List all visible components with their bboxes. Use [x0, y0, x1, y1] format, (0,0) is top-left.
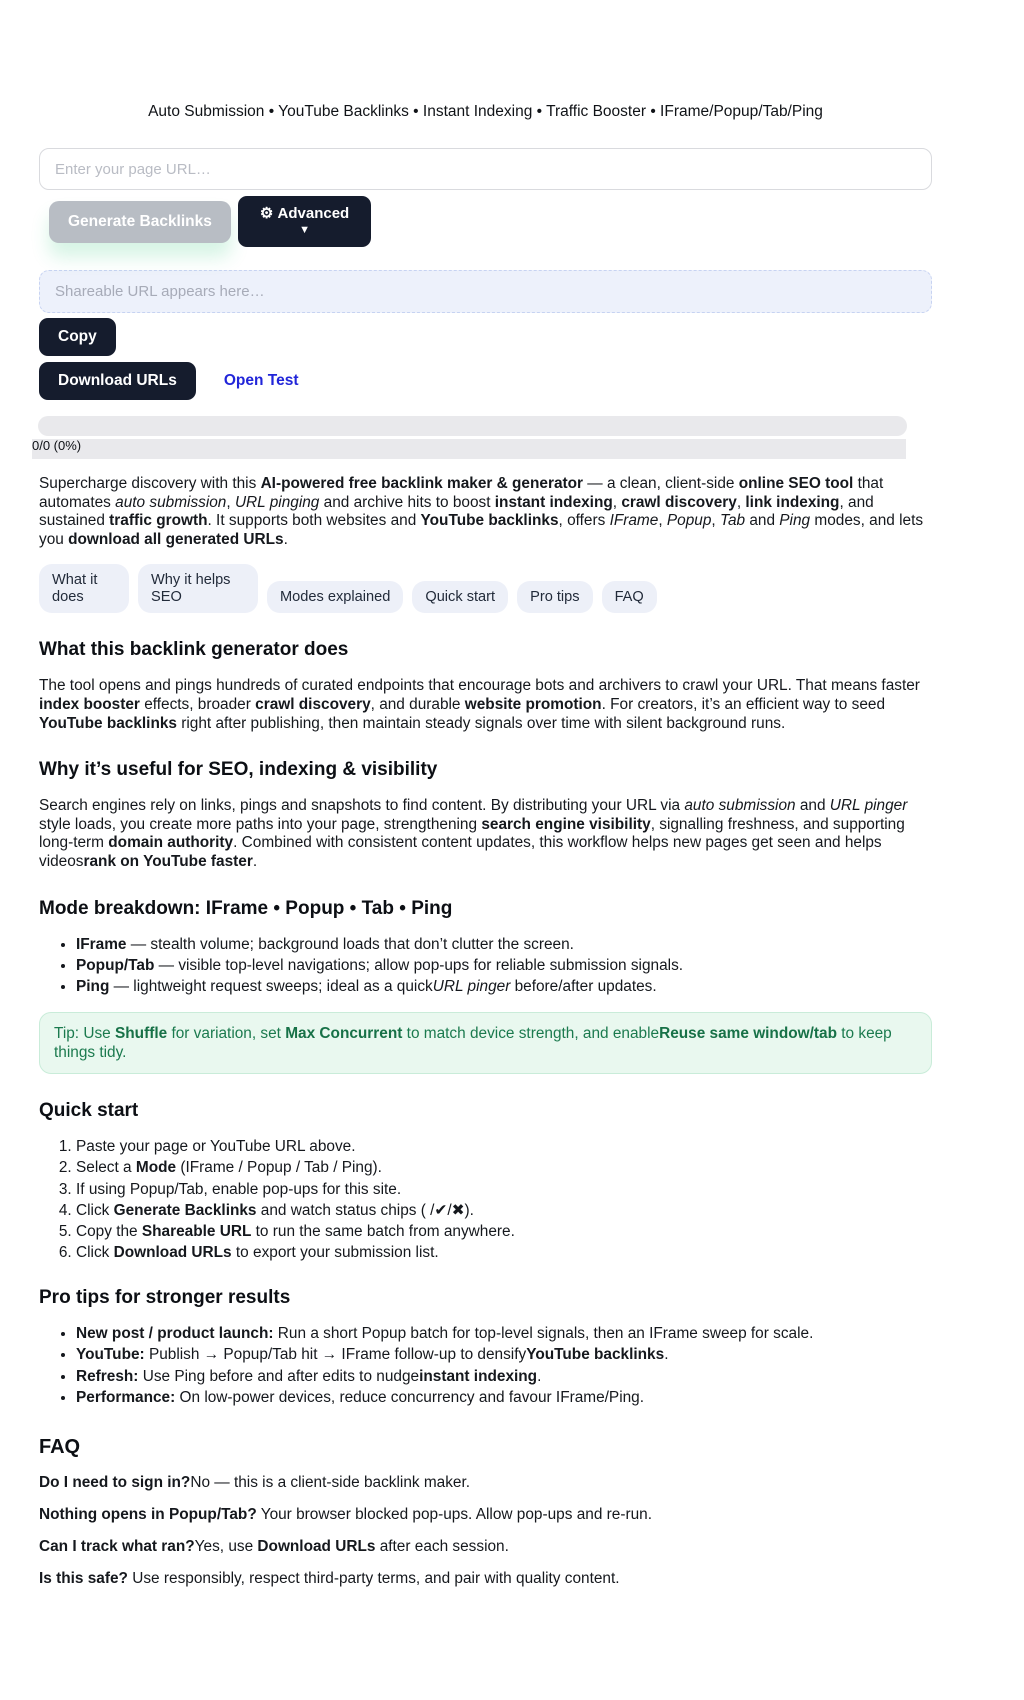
progress-stats-label: 0/0 (0%) [32, 437, 82, 453]
heading-pro-tips: Pro tips for stronger results [39, 1287, 291, 1309]
section-chip[interactable]: FAQ [602, 581, 657, 614]
intro-paragraph: Supercharge discovery with this AI-powered free backlink maker & generator — a clean, client-side online SEO tool that automates auto submission, URL pinging and archive hits to boost instant indexing, crawl discovery, link indexing, and sustained traffic growth. It supports both websites and YouTube backlinks, offers IFrame, Popup, Tab and Ping modes, and lets you download all generated URLs. [39, 475, 924, 548]
quick-start-step: 6. Click Download URLs to export your submission list. [76, 1244, 932, 1262]
pro-tip-item: • Performance: On low-power devices, reduce concurrency and favour IFrame/Ping. [76, 1389, 932, 1407]
section-chip[interactable]: Why it helps SEO [138, 564, 258, 613]
mode-list-item: • IFrame — stealth volume; background loads that don’t clutter the screen. [76, 936, 932, 954]
download-urls-button[interactable]: Download URLs [39, 362, 196, 400]
faq-item [39, 1539, 932, 1555]
faq-question: Is this safe? [39, 1570, 128, 1588]
tip-callout: Tip: Use Shuffle for variation, set Max Concurrent to match device strength, and enableReuse same window/tab to keep things tidy. [39, 1012, 932, 1074]
advanced-text: Advanced [277, 205, 350, 222]
section-what-it-does [39, 677, 932, 733]
section-chip[interactable]: Modes explained [267, 581, 403, 614]
section-chip-nav [39, 564, 932, 613]
chevron-down-icon: ▼ [299, 224, 310, 236]
quick-start-list [39, 1138, 932, 1261]
quick-start-step: 2. Select a Mode (IFrame / Popup / Tab / Ping). [76, 1159, 932, 1177]
faq-answer: Yes, use Download URLs after each session. [194, 1538, 509, 1556]
section-chip[interactable]: Pro tips [517, 581, 592, 614]
heading-faq: FAQ [39, 1436, 81, 1459]
quick-start-step: 4. Click Generate Backlinks and watch status chips ( /✔/✖). [76, 1202, 932, 1220]
copy-button[interactable]: Copy [39, 318, 116, 356]
feature-tagline: Auto Submission • YouTube Backlinks • Instant Indexing • Traffic Booster • IFrame/Popup/Tab/Ping [148, 103, 823, 120]
faq-list [39, 1475, 932, 1587]
mode-breakdown-list [39, 936, 932, 996]
pro-tip-item: • New post / product launch: Run a short Popup batch for top-level signals, then an IFrame sweep for scale. [76, 1325, 932, 1343]
heading-quick-start: Quick start [39, 1100, 139, 1122]
progress-bar [38, 416, 907, 436]
pro-tip-item: • Refresh: Use Ping before and after edits to nudgeinstant indexing. [76, 1368, 932, 1386]
gear-icon: ⚙ [259, 205, 274, 222]
body-paragraph: The tool opens and pings hundreds of curated endpoints that encourage bots and archivers to crawl your URL. That means faster index booster effects, broader crawl discovery, and durable website promotion. For creators, it’s an efficient way to seed YouTube backlinks right after publishing, then maintain steady signals over time with silent background runs. [39, 677, 920, 732]
action-button-row [49, 196, 932, 247]
page [32, 0, 932, 1588]
faq-item [39, 1507, 932, 1523]
heading-why-useful: Why it’s useful for SEO, indexing & visibility [39, 759, 438, 781]
faq-answer: No — this is a client-side backlink maker. [190, 1474, 471, 1492]
faq-question: Nothing opens in Popup/Tab? [39, 1506, 257, 1524]
pro-tip-item: • YouTube: Publish → Popup/Tab hit → IFrame follow-up to densifyYouTube backlinks. [76, 1346, 932, 1364]
section-why-useful [39, 797, 932, 871]
quick-start-step: 5. Copy the Shareable URL to run the same batch from anywhere. [76, 1223, 932, 1241]
section-chip[interactable]: What it does [39, 564, 129, 613]
heading-mode-breakdown: Mode breakdown: IFrame • Popup • Tab • Ping [39, 897, 453, 919]
faq-item [39, 1475, 932, 1491]
body-paragraph: Search engines rely on links, pings and snapshots to find content. By distributing your URL via auto submission and URL pinger style loads, you create more paths into your page, strengthening search engine visibility, signalling freshness, and supporting long-term domain authority. Combined with consistent content updates, this workflow helps new pages get seen and helps videosrank on YouTube faster. [39, 797, 908, 870]
mode-list-item: • Popup/Tab — visible top-level navigations; allow pop-ups for reliable submission signals. [76, 957, 932, 975]
open-test-link[interactable]: Open Test [223, 372, 299, 389]
faq-answer: Use responsibly, respect third-party terms, and pair with quality content. [127, 1570, 620, 1588]
faq-item [39, 1571, 932, 1587]
download-row [39, 362, 932, 400]
shareable-url-field[interactable] [39, 270, 932, 313]
quick-start-step: 3. If using Popup/Tab, enable pop-ups for this site. [76, 1181, 932, 1199]
progress-stats-strip [32, 439, 906, 459]
page-url-input[interactable] [39, 148, 932, 190]
advanced-toggle-button[interactable] [238, 196, 371, 247]
mode-list-item: • Ping — lightweight request sweeps; ideal as a quickURL pinger before/after updates. [76, 978, 932, 996]
generate-backlinks-button[interactable]: Generate Backlinks [49, 201, 231, 243]
heading-what-it-does: What this backlink generator does [39, 639, 349, 661]
faq-question: Can I track what ran? [39, 1538, 195, 1556]
advanced-label [260, 205, 349, 223]
faq-answer: Your browser blocked pop-ups. Allow pop-ups and re-run. [256, 1506, 652, 1524]
quick-start-step: 1. Paste your page or YouTube URL above. [76, 1138, 932, 1156]
pro-tips-list [39, 1325, 932, 1406]
section-chip[interactable]: Quick start [412, 581, 508, 614]
faq-question: Do I need to sign in? [39, 1474, 191, 1492]
